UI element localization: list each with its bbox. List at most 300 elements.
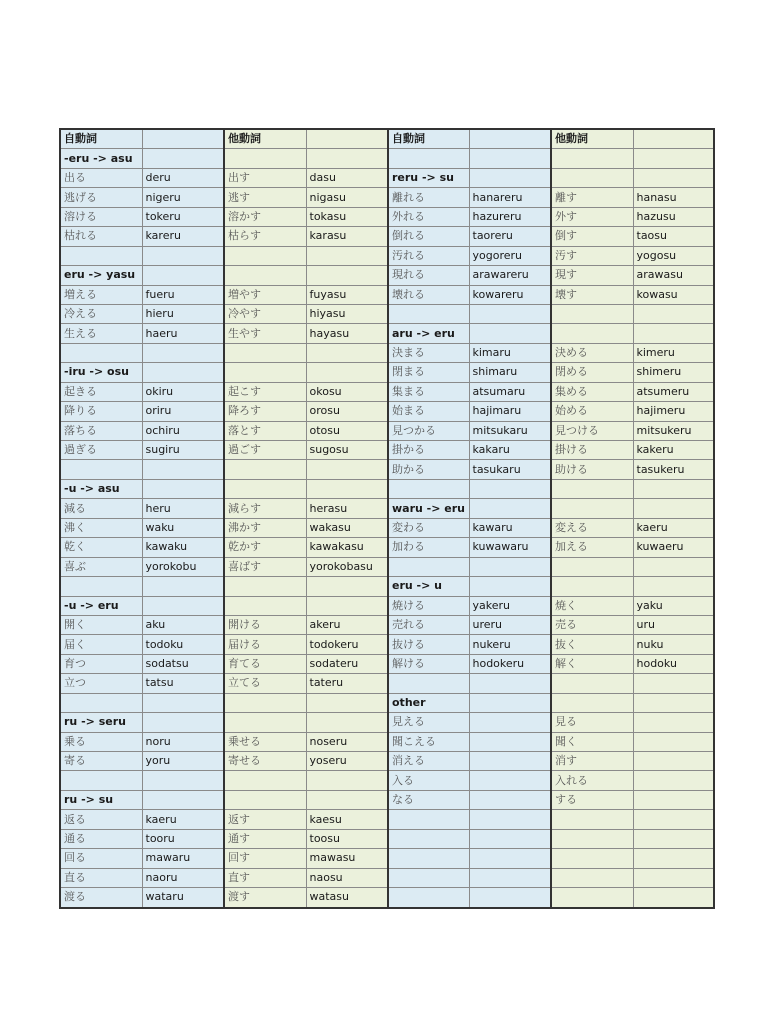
intransitive-romaji: sugiru	[142, 441, 224, 460]
transitive-kanji: 解く	[551, 654, 633, 673]
table-row	[60, 402, 714, 421]
transitive-kanji: 消す	[551, 752, 633, 771]
header-cell	[306, 129, 388, 149]
intransitive-romaji: nigeru	[142, 188, 224, 207]
header-cell	[142, 129, 224, 149]
group-heading: -u -> eru	[60, 596, 142, 615]
transitive-kanji: 育てる	[224, 654, 306, 673]
transitive-romaji: todokeru	[306, 635, 388, 654]
transitive-romaji: mawasu	[306, 849, 388, 868]
empty-cell	[60, 343, 142, 362]
table-row	[60, 363, 714, 382]
intransitive-kanji: 見つかる	[388, 421, 469, 440]
intransitive-romaji: yorokobu	[142, 557, 224, 576]
intransitive-kanji: 生える	[60, 324, 142, 343]
intransitive-kanji: 溶ける	[60, 207, 142, 226]
empty-cell	[224, 577, 306, 596]
table-header-row	[60, 129, 714, 149]
empty-cell	[60, 246, 142, 265]
intransitive-kanji: 降りる	[60, 402, 142, 421]
empty-cell	[469, 829, 551, 848]
empty-cell	[633, 829, 714, 848]
table-row	[60, 693, 714, 712]
empty-cell	[142, 266, 224, 285]
table-row	[60, 538, 714, 557]
transitive-kanji: 逃す	[224, 188, 306, 207]
intransitive-romaji: fueru	[142, 285, 224, 304]
transitive-romaji: arawasu	[633, 266, 714, 285]
intransitive-kanji: 現れる	[388, 266, 469, 285]
intransitive-kanji: 加わる	[388, 538, 469, 557]
transitive-romaji: hayasu	[306, 324, 388, 343]
empty-cell	[551, 577, 633, 596]
group-heading: ru -> su	[60, 790, 142, 809]
intransitive-romaji: wataru	[142, 888, 224, 908]
intransitive-kanji: 助かる	[388, 460, 469, 479]
empty-cell	[306, 693, 388, 712]
empty-cell	[551, 499, 633, 518]
table-row	[60, 752, 714, 771]
transitive-kanji: 売る	[551, 615, 633, 634]
transitive-kanji: する	[551, 790, 633, 809]
table-row	[60, 654, 714, 673]
intransitive-kanji: 減る	[60, 499, 142, 518]
table-row	[60, 460, 714, 479]
intransitive-kanji: 掛かる	[388, 441, 469, 460]
intransitive-romaji: hieru	[142, 304, 224, 323]
transitive-kanji: 直す	[224, 868, 306, 887]
table-row	[60, 732, 714, 751]
empty-cell	[633, 790, 714, 809]
transitive-romaji: tateru	[306, 674, 388, 693]
empty-cell	[469, 557, 551, 576]
table-row	[60, 615, 714, 634]
group-heading: other	[388, 693, 469, 712]
intransitive-kanji: 立つ	[60, 674, 142, 693]
empty-cell	[469, 713, 551, 732]
empty-cell	[388, 479, 469, 498]
intransitive-kanji: 壊れる	[388, 285, 469, 304]
intransitive-kanji: 聞こえる	[388, 732, 469, 751]
intransitive-kanji: 渡る	[60, 888, 142, 908]
empty-cell	[633, 771, 714, 790]
transitive-kanji: 冷やす	[224, 304, 306, 323]
transitive-romaji: nuku	[633, 635, 714, 654]
intransitive-kanji: 起きる	[60, 382, 142, 401]
transitive-kanji: 沸かす	[224, 518, 306, 537]
transitive-kanji: 寄せる	[224, 752, 306, 771]
empty-cell	[469, 771, 551, 790]
table-row	[60, 849, 714, 868]
intransitive-kanji: 乾く	[60, 538, 142, 557]
transitive-kanji: 入れる	[551, 771, 633, 790]
group-heading: ru -> seru	[60, 713, 142, 732]
table-row	[60, 596, 714, 615]
table-row	[60, 343, 714, 362]
table-row	[60, 382, 714, 401]
intransitive-romaji: yoru	[142, 752, 224, 771]
empty-cell	[633, 149, 714, 168]
transitive-kanji: 集める	[551, 382, 633, 401]
intransitive-romaji: kuwawaru	[469, 538, 551, 557]
transitive-romaji: atsumeru	[633, 382, 714, 401]
empty-cell	[633, 499, 714, 518]
intransitive-romaji: naoru	[142, 868, 224, 887]
transitive-kanji: 乗せる	[224, 732, 306, 751]
intransitive-romaji: kareru	[142, 227, 224, 246]
empty-cell	[388, 888, 469, 908]
empty-cell	[633, 888, 714, 908]
empty-cell	[142, 693, 224, 712]
transitive-romaji: karasu	[306, 227, 388, 246]
intransitive-kanji: 増える	[60, 285, 142, 304]
transitive-romaji: sugosu	[306, 441, 388, 460]
transitive-kanji: 立てる	[224, 674, 306, 693]
empty-cell	[224, 693, 306, 712]
empty-cell	[142, 363, 224, 382]
transitive-romaji: yogosu	[633, 246, 714, 265]
intransitive-romaji: hajimaru	[469, 402, 551, 421]
empty-cell	[469, 790, 551, 809]
table-row	[60, 168, 714, 187]
empty-cell	[306, 460, 388, 479]
intransitive-romaji: deru	[142, 168, 224, 187]
transitive-kanji: 通す	[224, 829, 306, 848]
empty-cell	[306, 713, 388, 732]
empty-cell	[142, 460, 224, 479]
intransitive-kanji: 閉まる	[388, 363, 469, 382]
intransitive-kanji: なる	[388, 790, 469, 809]
transitive-romaji: hazusu	[633, 207, 714, 226]
transitive-romaji: kowasu	[633, 285, 714, 304]
transitive-romaji: akeru	[306, 615, 388, 634]
empty-cell	[633, 868, 714, 887]
empty-cell	[469, 888, 551, 908]
table-row	[60, 713, 714, 732]
transitive-kanji: 乾かす	[224, 538, 306, 557]
transitive-kanji: 焼く	[551, 596, 633, 615]
intransitive-romaji: kowareru	[469, 285, 551, 304]
intransitive-romaji: tatsu	[142, 674, 224, 693]
empty-cell	[469, 868, 551, 887]
intransitive-romaji: tasukaru	[469, 460, 551, 479]
empty-cell	[142, 149, 224, 168]
transitive-kanji: 渡す	[224, 888, 306, 908]
table-row	[60, 790, 714, 809]
group-heading: eru -> u	[388, 577, 469, 596]
transitive-kanji: 倒す	[551, 227, 633, 246]
intransitive-kanji: 乗る	[60, 732, 142, 751]
empty-cell	[142, 343, 224, 362]
transitive-romaji: kaesu	[306, 810, 388, 829]
transitive-romaji: sodateru	[306, 654, 388, 673]
empty-cell	[551, 888, 633, 908]
transitive-kanji: 離す	[551, 188, 633, 207]
transitive-romaji: herasu	[306, 499, 388, 518]
intransitive-kanji: 育つ	[60, 654, 142, 673]
transitive-kanji: 見つける	[551, 421, 633, 440]
empty-cell	[388, 304, 469, 323]
empty-cell	[388, 149, 469, 168]
transitive-romaji: noseru	[306, 732, 388, 751]
empty-cell	[633, 810, 714, 829]
transitive-romaji: tokasu	[306, 207, 388, 226]
intransitive-kanji: 解ける	[388, 654, 469, 673]
empty-cell	[469, 810, 551, 829]
empty-cell	[633, 713, 714, 732]
intransitive-romaji: kaeru	[142, 810, 224, 829]
header-transitive: 他動詞	[551, 129, 633, 149]
empty-cell	[388, 557, 469, 576]
intransitive-romaji: atsumaru	[469, 382, 551, 401]
empty-cell	[633, 732, 714, 751]
empty-cell	[142, 577, 224, 596]
transitive-romaji: orosu	[306, 402, 388, 421]
empty-cell	[306, 343, 388, 362]
empty-cell	[306, 771, 388, 790]
intransitive-romaji: nukeru	[469, 635, 551, 654]
empty-cell	[551, 479, 633, 498]
empty-cell	[306, 577, 388, 596]
table-row	[60, 441, 714, 460]
intransitive-romaji: kakaru	[469, 441, 551, 460]
intransitive-kanji: 決まる	[388, 343, 469, 362]
intransitive-kanji: 届く	[60, 635, 142, 654]
transitive-romaji: kimeru	[633, 343, 714, 362]
empty-cell	[224, 596, 306, 615]
table-row	[60, 479, 714, 498]
transitive-kanji: 出す	[224, 168, 306, 187]
empty-cell	[224, 460, 306, 479]
header-cell	[633, 129, 714, 149]
intransitive-kanji: 見える	[388, 713, 469, 732]
intransitive-romaji: yakeru	[469, 596, 551, 615]
transitive-romaji: otosu	[306, 421, 388, 440]
transitive-kanji: 起こす	[224, 382, 306, 401]
transitive-romaji: tasukeru	[633, 460, 714, 479]
empty-cell	[633, 674, 714, 693]
transitive-kanji: 回す	[224, 849, 306, 868]
empty-cell	[469, 149, 551, 168]
intransitive-kanji: 始まる	[388, 402, 469, 421]
empty-cell	[306, 596, 388, 615]
intransitive-kanji: 変わる	[388, 518, 469, 537]
empty-cell	[224, 713, 306, 732]
transitive-kanji: 汚す	[551, 246, 633, 265]
empty-cell	[306, 266, 388, 285]
transitive-kanji: 降ろす	[224, 402, 306, 421]
intransitive-kanji: 外れる	[388, 207, 469, 226]
transitive-romaji: okosu	[306, 382, 388, 401]
empty-cell	[469, 849, 551, 868]
intransitive-kanji: 喜ぶ	[60, 557, 142, 576]
transitive-kanji: 変える	[551, 518, 633, 537]
transitive-kanji: 枯らす	[224, 227, 306, 246]
empty-cell	[551, 324, 633, 343]
header-cell	[469, 129, 551, 149]
table-row	[60, 635, 714, 654]
empty-cell	[142, 790, 224, 809]
table-row	[60, 810, 714, 829]
transitive-romaji: yoseru	[306, 752, 388, 771]
empty-cell	[142, 713, 224, 732]
table-row	[60, 557, 714, 576]
empty-cell	[633, 577, 714, 596]
empty-cell	[551, 849, 633, 868]
intransitive-kanji: 寄る	[60, 752, 142, 771]
intransitive-romaji: tokeru	[142, 207, 224, 226]
table-row	[60, 246, 714, 265]
table-row	[60, 868, 714, 887]
empty-cell	[60, 693, 142, 712]
intransitive-romaji: waku	[142, 518, 224, 537]
empty-cell	[60, 460, 142, 479]
empty-cell	[633, 752, 714, 771]
transitive-kanji: 現す	[551, 266, 633, 285]
empty-cell	[224, 479, 306, 498]
empty-cell	[306, 790, 388, 809]
intransitive-romaji: mawaru	[142, 849, 224, 868]
empty-cell	[306, 246, 388, 265]
empty-cell	[551, 168, 633, 187]
empty-cell	[469, 577, 551, 596]
transitive-romaji: shimeru	[633, 363, 714, 382]
group-heading: -iru -> osu	[60, 363, 142, 382]
transitive-kanji: 決める	[551, 343, 633, 362]
intransitive-kanji: 売れる	[388, 615, 469, 634]
intransitive-kanji: 入る	[388, 771, 469, 790]
intransitive-kanji: 汚れる	[388, 246, 469, 265]
empty-cell	[388, 849, 469, 868]
intransitive-romaji: shimaru	[469, 363, 551, 382]
empty-cell	[633, 849, 714, 868]
empty-cell	[469, 752, 551, 771]
intransitive-kanji: 返る	[60, 810, 142, 829]
transitive-romaji: watasu	[306, 888, 388, 908]
intransitive-kanji: 抜ける	[388, 635, 469, 654]
empty-cell	[469, 674, 551, 693]
table-row	[60, 421, 714, 440]
transitive-kanji: 掛ける	[551, 441, 633, 460]
empty-cell	[633, 168, 714, 187]
intransitive-romaji: aku	[142, 615, 224, 634]
table-row	[60, 829, 714, 848]
transitive-kanji: 増やす	[224, 285, 306, 304]
transitive-romaji: toosu	[306, 829, 388, 848]
intransitive-romaji: sodatsu	[142, 654, 224, 673]
empty-cell	[142, 246, 224, 265]
empty-cell	[633, 557, 714, 576]
table-row	[60, 149, 714, 168]
group-heading: reru -> su	[388, 168, 469, 187]
intransitive-romaji: todoku	[142, 635, 224, 654]
transitive-kanji: 閉める	[551, 363, 633, 382]
empty-cell	[224, 266, 306, 285]
empty-cell	[224, 790, 306, 809]
intransitive-kanji: 逃げる	[60, 188, 142, 207]
transitive-romaji: fuyasu	[306, 285, 388, 304]
transitive-romaji: kuwaeru	[633, 538, 714, 557]
empty-cell	[469, 499, 551, 518]
transitive-kanji: 加える	[551, 538, 633, 557]
empty-cell	[551, 693, 633, 712]
table-row	[60, 324, 714, 343]
intransitive-kanji: 集まる	[388, 382, 469, 401]
empty-cell	[224, 771, 306, 790]
transitive-romaji: taosu	[633, 227, 714, 246]
empty-cell	[142, 596, 224, 615]
empty-cell	[306, 149, 388, 168]
intransitive-romaji: ochiru	[142, 421, 224, 440]
transitive-romaji: mitsukeru	[633, 421, 714, 440]
intransitive-kanji: 焼ける	[388, 596, 469, 615]
empty-cell	[142, 479, 224, 498]
transitive-romaji: nigasu	[306, 188, 388, 207]
table-row	[60, 266, 714, 285]
empty-cell	[469, 304, 551, 323]
empty-cell	[306, 479, 388, 498]
empty-cell	[633, 324, 714, 343]
intransitive-romaji: kawaru	[469, 518, 551, 537]
intransitive-kanji: 回る	[60, 849, 142, 868]
empty-cell	[469, 693, 551, 712]
empty-cell	[633, 693, 714, 712]
transitive-kanji: 始める	[551, 402, 633, 421]
transitive-kanji: 喜ばす	[224, 557, 306, 576]
empty-cell	[469, 479, 551, 498]
header-transitive: 他動詞	[224, 129, 306, 149]
empty-cell	[60, 771, 142, 790]
transitive-romaji: yorokobasu	[306, 557, 388, 576]
intransitive-romaji: hazureru	[469, 207, 551, 226]
intransitive-kanji: 落ちる	[60, 421, 142, 440]
header-intransitive: 自動詞	[60, 129, 142, 149]
intransitive-romaji: taoreru	[469, 227, 551, 246]
table-row	[60, 518, 714, 537]
intransitive-romaji: noru	[142, 732, 224, 751]
empty-cell	[60, 577, 142, 596]
empty-cell	[469, 168, 551, 187]
transitive-romaji: hiyasu	[306, 304, 388, 323]
empty-cell	[551, 304, 633, 323]
table-body	[60, 149, 714, 908]
empty-cell	[551, 810, 633, 829]
intransitive-romaji: tooru	[142, 829, 224, 848]
empty-cell	[306, 363, 388, 382]
transitive-romaji: uru	[633, 615, 714, 634]
intransitive-kanji: 過ぎる	[60, 441, 142, 460]
transitive-kanji: 返す	[224, 810, 306, 829]
empty-cell	[388, 810, 469, 829]
table-row	[60, 207, 714, 226]
transitive-kanji: 減らす	[224, 499, 306, 518]
transitive-romaji: kakeru	[633, 441, 714, 460]
intransitive-kanji: 離れる	[388, 188, 469, 207]
empty-cell	[551, 149, 633, 168]
intransitive-romaji: kimaru	[469, 343, 551, 362]
transitive-romaji: hajimeru	[633, 402, 714, 421]
intransitive-romaji: haeru	[142, 324, 224, 343]
table-row	[60, 577, 714, 596]
empty-cell	[142, 771, 224, 790]
intransitive-kanji: 倒れる	[388, 227, 469, 246]
intransitive-kanji: 消える	[388, 752, 469, 771]
table-row	[60, 227, 714, 246]
group-heading: eru -> yasu	[60, 266, 142, 285]
empty-cell	[224, 343, 306, 362]
intransitive-romaji: arawareru	[469, 266, 551, 285]
intransitive-kanji: 開く	[60, 615, 142, 634]
